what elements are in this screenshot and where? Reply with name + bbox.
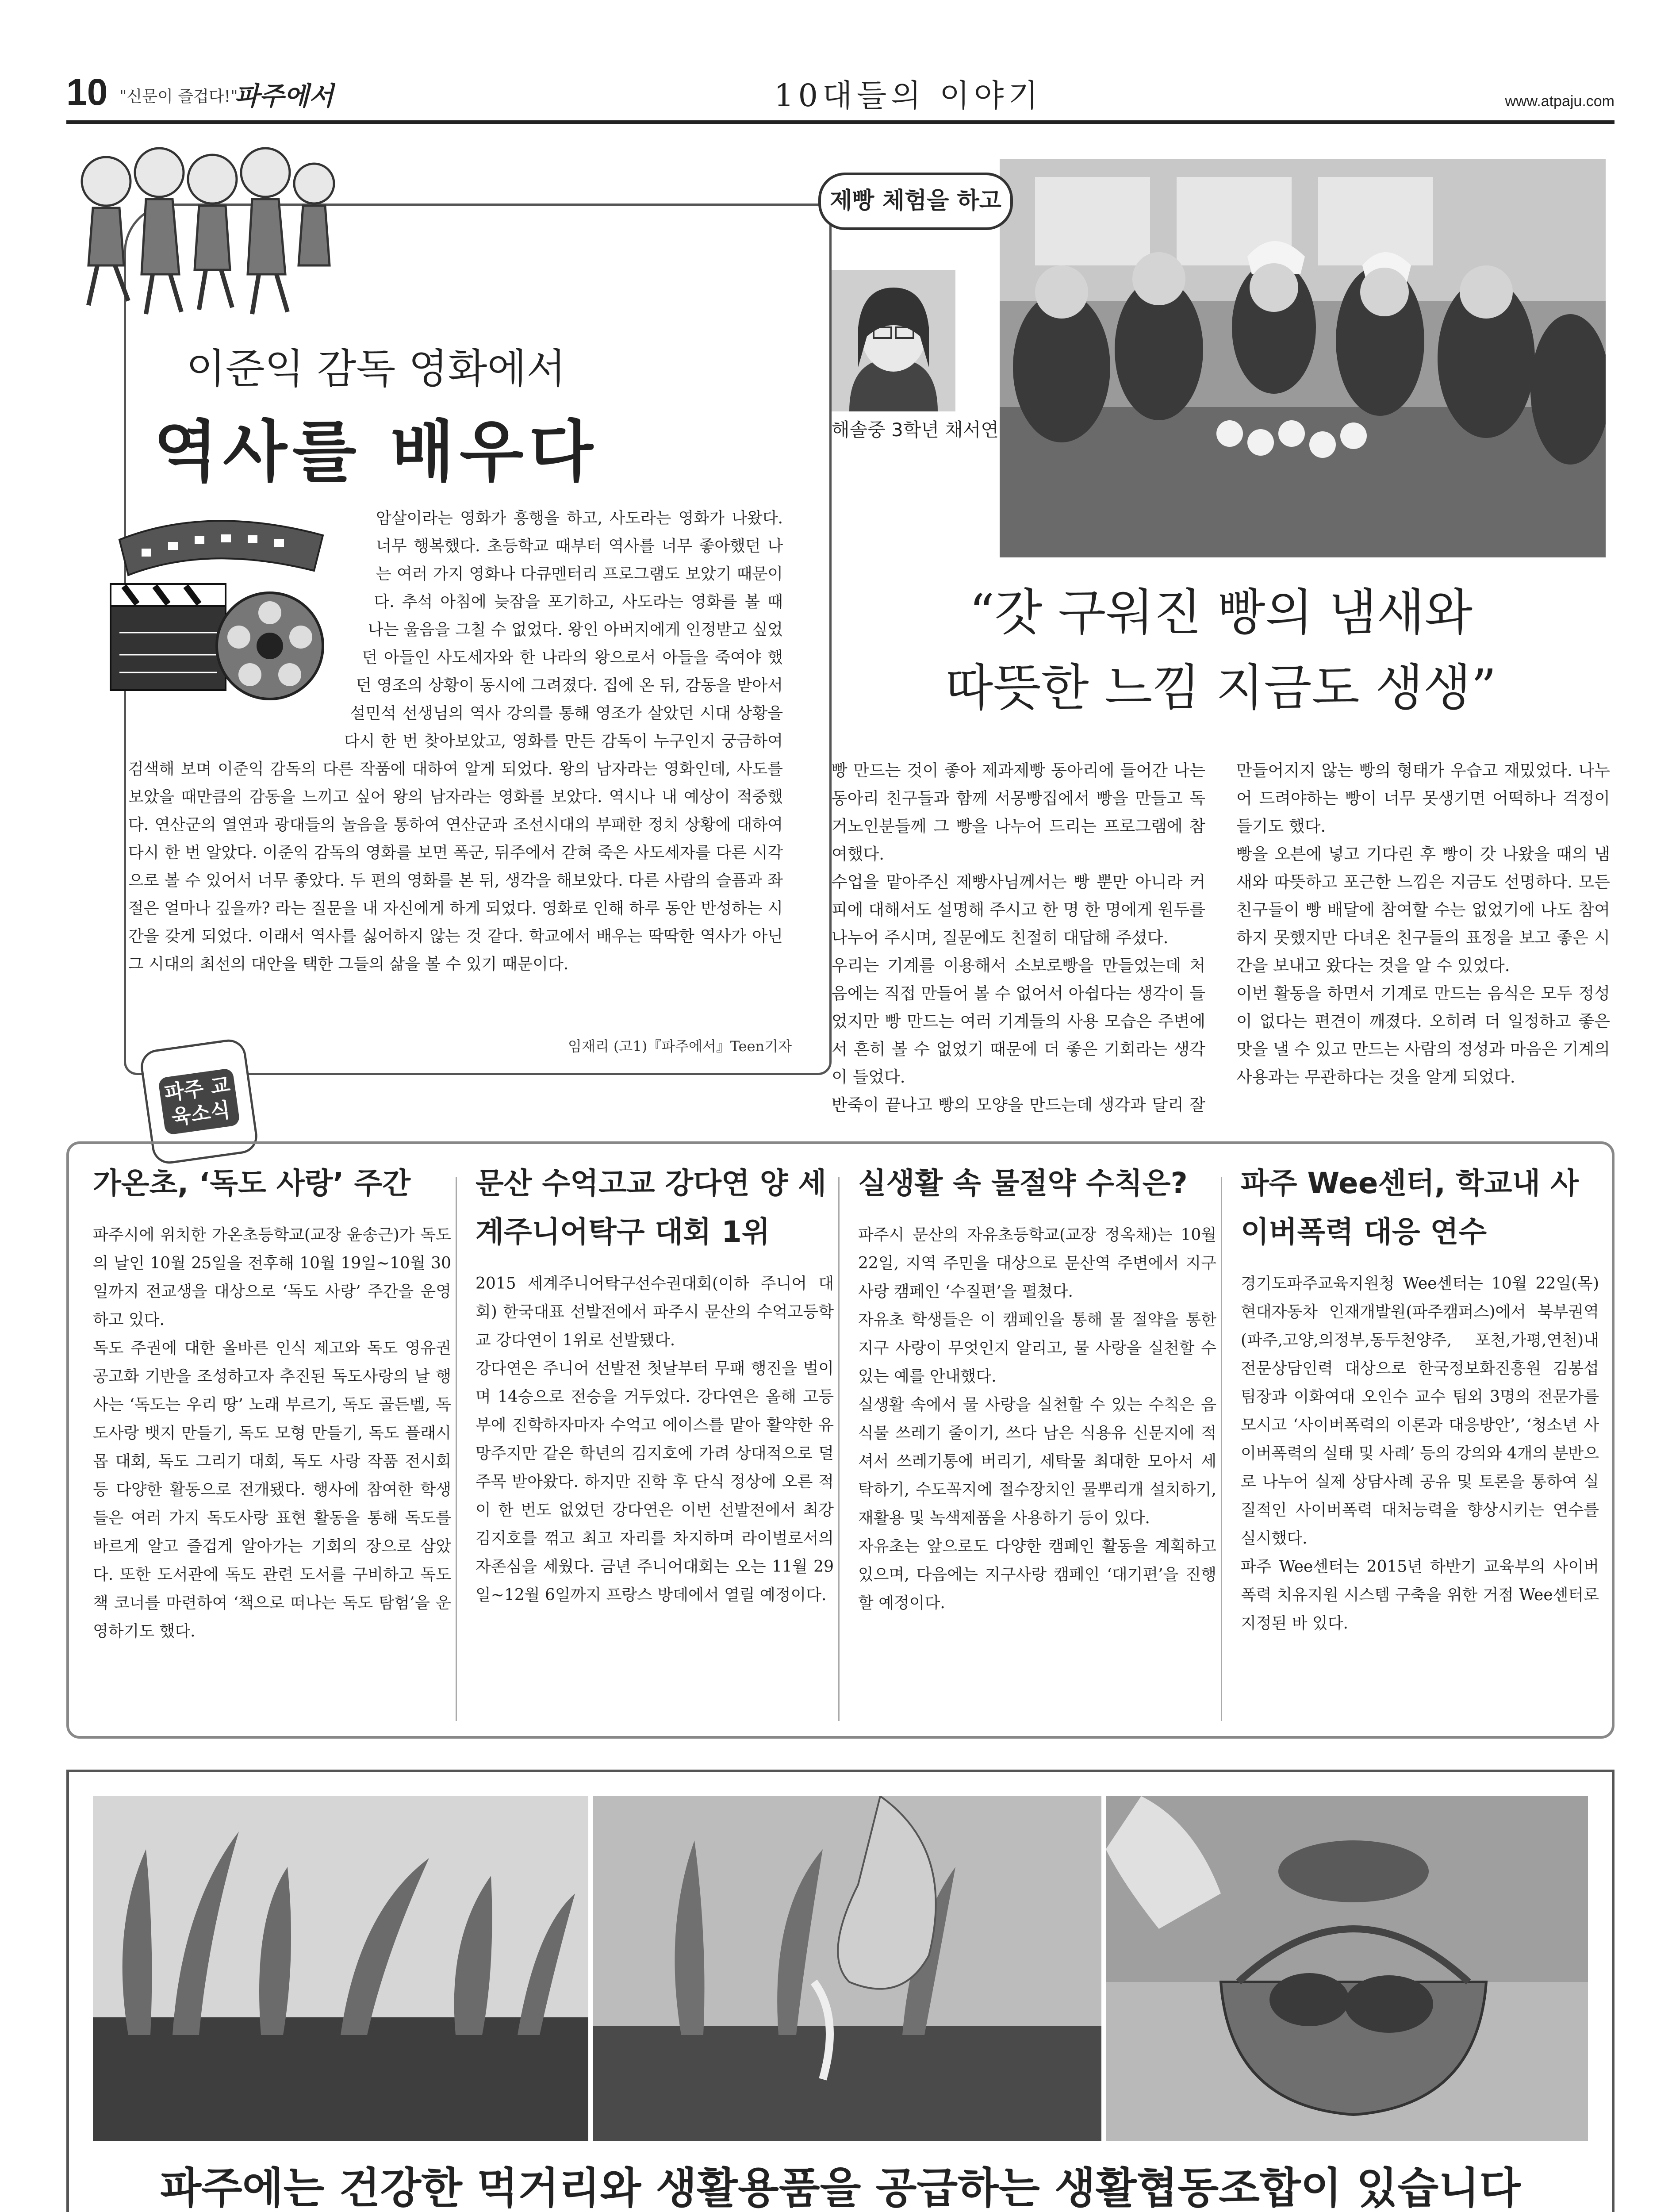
news-title-4: 파주 Wee센터, 학교내 사이버폭력 대응 연수 <box>1241 1166 1579 1249</box>
masthead-name: 파주에서 <box>234 81 334 111</box>
page-header <box>66 66 1614 124</box>
site-url[interactable]: www.atpaju.com <box>1505 93 1614 110</box>
film-article-title: 역사를 배우다 <box>153 414 598 491</box>
ad-photo-basket <box>1106 1796 1588 2141</box>
student-caption: 해솔중 3학년 채서연 <box>832 419 999 441</box>
news-body-4: 경기도파주교육지원청 Wee센터는 10월 22일(목) 현대자동차 인재개발원(파주캠퍼스)에서 북부권역(파주,고양,의정부,동두천양주, 포천,가평,연천)내 전문상담인력 대상으로 한국정보화진흥원 김봉섭 팀장과 이화여대 오인수 교수 팀외 3명의 전문가를 모시고 ‘사이버폭력의 이론과 대응방안’, ‘청소년 사이버폭력의 실태 및 사례’ 등의 강의와 4개의 분반으로 나누어 실제 상담사례 공유 및 토론을 통하여 실질적인 사이버폭력 대처능력을 향상시키는 연수를 실시했다. 파주 Wee센터는 2015년 하반기 교육부의 사이버폭력 치유지원 시스템 구축을 위한 거점 Wee센터로 지정된 바 있다. <box>1241 1275 1599 1632</box>
ad-photo-harvest-hand <box>593 1796 1101 2141</box>
film-article-text: 암살이라는 영화가 흥행을 하고, 사도라는 영화가 나왔다. 너무 행복했다. 초등학교 때부터 역사를 너무 좋아했던 나는 여러 가지 영화나 다큐멘터리 프로그램도 보았기 때문이다. 추석 아침에 늦잠을 포기하고, 사도라는 영화를 볼 때 나는 울음을 그칠 수 없었다. 왕인 아버지에게 인정받고 싶었던 아들인 사도세자와 한 나라의 왕으로서 아들을 죽여야 했던 영조의 상황이 동시에 그려졌다. 집에 온 뒤, 감동을 받아서 설민석 선생님의 역사 강의를 통해 영조가 살았던 시대 상황을 다시 한 번 찾아보았고, 영화를 만든 감독이 누구인지 궁금하여 검색해 보며 이준익 감독의 다른 작품에 대하여 알게 되었다. 왕의 남자라는 영화인데, 사도를 보았을 때만큼의 감동을 느끼고 싶어 왕의 남자라는 영화를 보았다. 역시나 내 예상이 적중했다. 연산군의 열연과 광대들의 놀음을 통하여 연산군과 조선시대의 부패한 정치 상황에 대하여 다시 한 번 알았다. 이준익 감독의 영화를 보면 폭군, 뒤주에서 갇혀 죽은 사도세자를 다른 시각으로 볼 수 있어서 너무 좋았다. 두 편의 영화를 본 뒤, 생각을 해보았다. 다른 사람의 슬픔과 좌절은 얼마나 깊을까? 라는 질문을 내 자신에게 하게 되었다. 영화로 인해 하루 동안 반성하는 시간을 갖게 되었다. 이래서 역사를 싫어하지 않는 것 같다. 학교에서 배우는 딱딱한 역사가 아닌 그 시대의 최선의 대안을 택한 그들의 삶을 볼 수 있기 때문이다. <box>128 509 783 973</box>
headline-line-2: 따뜻한 느낌 지금도 생생” <box>945 659 1496 717</box>
film-illustration-spacer <box>128 504 376 752</box>
news-body-3: 파주시 문산의 자유초등학교(교장 정옥채)는 10월 22일, 지역 주민을 대상으로 문산역 주변에서 지구 사랑 캠페인 ‘수질편’을 펼쳤다. 자유초 학생들은 이 캠페인을 통해 물 절약을 통한 지구 사랑이 무엇인지 알리고, 물 사랑을 실천할 수 있는 예를 안내했다. 실생활 속에서 물 사랑을 실천할 수 있는 수칙은 음식물 쓰레기 줄이기, 쓰다 남은 식용유 신문지에 적셔서 쓰레기통에 버리기, 세탁물 최대한 모아서 세탁하기, 수도꼭지에 절수장치인 물뿌리개 설치하기, 재활용 및 녹색제품을 사용하기 등이 있다. 자유초는 앞으로도 다양한 캠페인 활동을 계획하고 있으며, 다음에는 지구사랑 캠페인 ‘대기편’을 진행할 예정이다. <box>858 1226 1216 1612</box>
student-portrait <box>832 270 955 411</box>
baking-class-photo <box>1000 159 1606 557</box>
section-name: 10대들의 이야기 <box>774 77 1043 114</box>
news-column-2 <box>476 1159 834 1730</box>
masthead-slogan: "신문이 즐겁다!" <box>119 88 238 106</box>
edu-news-tab-label: 파주 교육소식 <box>158 1068 240 1135</box>
bread-article-body: 빵 만드는 것이 좋아 제과제빵 동아리에 들어간 나는 동아리 친구들과 함께 서몽빵집에서 빵을 만들고 독거노인분들께 그 빵을 나누어 드리는 프로그램에 참여했다. 수업을 맡아주신 제빵사님께서는 빵 뿐만 아니라 커피에 대해서도 설명해 주시고 한 명 한 명에게 원두를 나누어 주시며, 질문에도 친절히 대답해 주셨다. 우리는 기계를 이용해서 소보로빵을 만들었는데 처음에는 직접 만들어 볼 수 없어서 아쉽다는 생각이 들었지만 빵 만드는 여러 기계들의 사용 모습은 주변에서 흔히 볼 수 없었기 때문에 더 좋은 기회라는 생각이 들었다. 반죽이 끝나고 빵의 모양을 만드는데 생각과 달리 잘 만들어지지 않는 빵의 형태가 우습고 재밌었다. 나누어 드려야하는 빵이 너무 못생기면 어떡하나 걱정이 들기도 했다. 빵을 오븐에 넣고 기다린 후 빵이 갓 나왔을 때의 냄새와 따뜻하고 포근한 느낌은 지금도 선명하다. 모든 친구들이 빵 배달에 참여할 수는 없었기에 나도 참여하지 못했지만 다녀온 친구들의 표정을 보고 좋은 시간을 보내고 왔다는 것을 알 수 있었다. 이번 활동을 하면서 기계로 만드는 음식은 모두 정성이 없다는 편견이 깨졌다. 오히려 더 일정하고 좋은 맛을 낼 수 있고 만드는 사람의 정성과 마음은 기계의 사용과는 무관하다는 것을 알게 되었다. <box>832 761 1610 1114</box>
film-article-byline: 임재리 (고1)『파주에서』Teen기자 <box>568 1038 792 1055</box>
ad-photo-plants <box>93 1796 588 2141</box>
news-column-1 <box>93 1159 451 1730</box>
news-body-1: 파주시에 위치한 가온초등학교(교장 윤송근)가 독도의 날인 10월 25일을 전후해 10월 19일~10월 30일까지 전교생을 대상으로 ‘독도 사랑’ 주간을 운영하고 있다. 독도 주권에 대한 올바른 인식 제고와 독도 영유권 공고화 기반을 조성하고자 추진된 독도사랑의 날 행사는 ‘독도는 우리 땅’ 노래 부르기, 독도 골든벨, 독도사랑 뱃지 만들기, 독도 모형 만들기, 독도 플래시몹 대회, 독도 그리기 대회, 독도 사랑 작품 전시회 등 다양한 활동으로 전개됐다. 행사에 참여한 학생들은 여러 가지 독도사랑 표현 활동을 통해 독도를 바르게 알고 즐겁게 알아가는 기회의 장으로 삼았다. 또한 도서관에 독도 관련 도서를 구비하고 독도 책 코너를 마련하여 ‘책으로 떠나는 독도 탐험’을 운영하기도 했다. <box>93 1226 451 1640</box>
headline-line-1: “갓 구워진 빵의 냄새와 <box>969 584 1473 641</box>
ad-headline: 파주에는 건강한 먹거리와 생활용품을 공급하는 생활협동조합이 있습니다 <box>160 2163 1521 2212</box>
news-body-2: 2015 세계주니어탁구선수권대회(이하 주니어 대회) 한국대표 선발전에서 파주시 문산의 수억고등학교 강다연이 1위로 선발됐다. 강다연은 주니어 선발전 첫날부터 무패 행진을 벌이며 14승으로 전승을 거두었다. 강다연은 올해 고등부에 진학하자마자 수억고 에이스를 맡아 활약한 유망주지만 같은 학년의 김지호에 가려 상대적으로 덜 주목 받아왔다. 하지만 진학 후 단식 정상에 오른 적이 한 번도 없었던 강다연은 이번 선발전에서 최강 김지호를 꺾고 최고 자리를 차지하며 라이벌로서의 자존심을 세웠다. 금년 주니어대회는 오는 11월 29일~12월 6일까지 프랑스 방데에서 열릴 예정이다. <box>476 1275 834 1604</box>
news-title-1: 가온초, ‘독도 사랑’ 주간 <box>93 1166 410 1200</box>
film-article-body <box>128 504 783 1035</box>
news-column-4 <box>1241 1159 1599 1730</box>
news-title-3: 실생활 속 물절약 수칙은? <box>858 1166 1188 1200</box>
kids-illustration <box>66 142 341 319</box>
news-title-2: 문산 수억고교 강다연 양 세계주니어탁구 대회 1위 <box>476 1166 827 1249</box>
news-column-3 <box>858 1159 1216 1730</box>
film-article-subtitle: 이준익 감독 영화에서 <box>186 345 566 392</box>
bread-article-headline <box>832 575 1610 726</box>
page-number: 10 <box>66 71 108 113</box>
bread-article-badge: 제빵 체험을 하고 <box>818 173 1013 230</box>
